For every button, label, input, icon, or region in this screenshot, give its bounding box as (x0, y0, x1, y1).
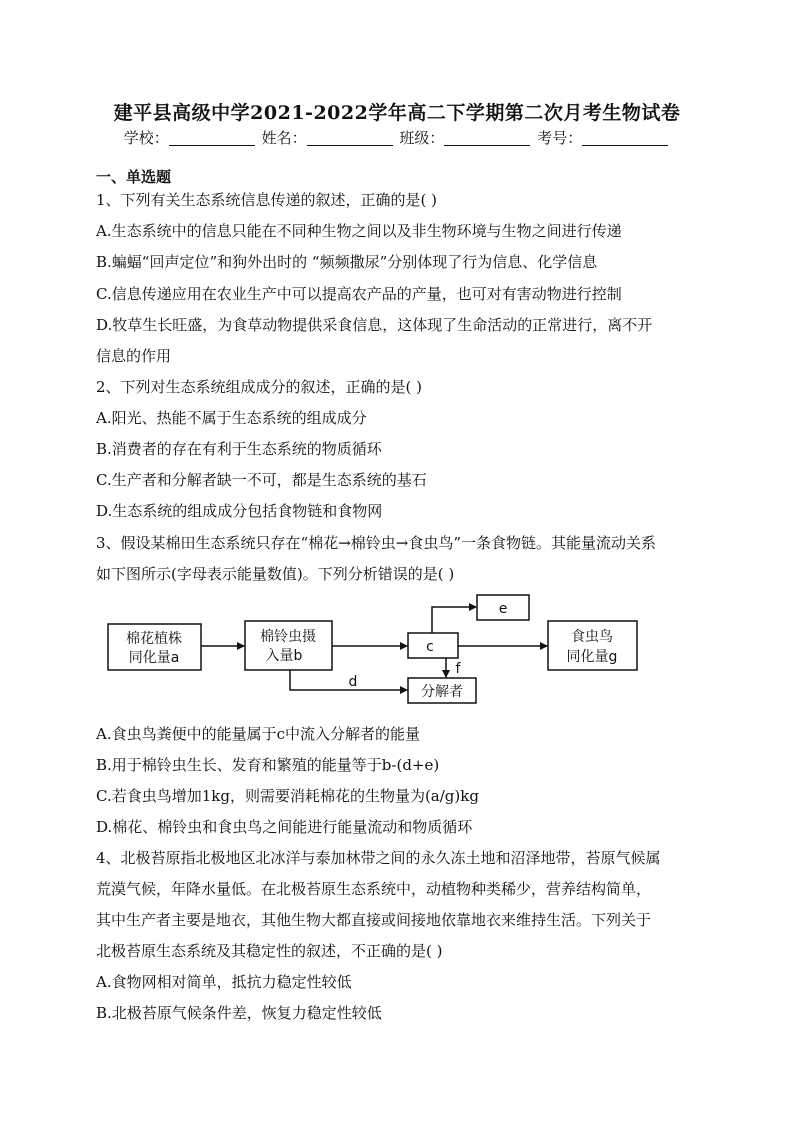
q4-option-b: B.北极苔原气候条件差，恢复力稳定性较低 (96, 1004, 382, 1022)
q2-option-b: B.消费者的存在有利于生态系统的物质循环 (96, 440, 382, 458)
q4-stem-cont-1: 荒漠气候，年降水量低。在北极苔原生态系统中，动植物种类稀少，营养结构简单， (96, 880, 652, 898)
decomposer-label: 分解者 (421, 684, 463, 700)
q4-option-a: A.食物网相对简单，抵抗力稳定性较低 (96, 973, 352, 991)
q2-stem: 2、下列对生态系统组成成分的叙述，正确的是( ) (96, 378, 423, 396)
cotton-label-2: 同化量a (128, 650, 180, 666)
q4-stem-cont-3: 北极苔原生态系统及其稳定性的叙述，不正确的是( ) (96, 942, 443, 960)
bird-label-2: 同化量g (566, 649, 618, 665)
section-title: 一、单选题 (96, 168, 172, 186)
q4-stem: 4、北极苔原指北极地区北冰洋与泰加林带之间的永久冻土地和沼泽地带，苔原气候属 (96, 849, 661, 867)
q1-option-a: A.生态系统中的信息只能在不同种生物之间以及非生物环境与生物之间进行传递 (96, 222, 622, 240)
q3-stem: 3、假设某棉田生态系统只存在“棉花→棉铃虫→食虫鸟”一条食物链。其能量流动关系 (96, 534, 657, 552)
q1-option-d: D.牧草生长旺盛，为食草动物提供采食信息，这体现了生命活动的正常进行，离不开 (96, 316, 653, 334)
q1-option-d-cont: 信息的作用 (96, 347, 172, 365)
bollworm-label-2: 入量b (265, 648, 303, 664)
q1-stem: 1、下列有关生态系统信息传递的叙述，正确的是( ) (96, 191, 438, 209)
d-label: d (348, 674, 358, 690)
q2-option-c: C.生产者和分解者缺一不可，都是生态系统的基石 (96, 471, 427, 489)
exam-title: 建平县高级中学2021-2022学年高二下学期第二次月考生物试卷 (113, 102, 681, 124)
q2-option-d: D.生态系统的组成成分包括食物链和食物网 (96, 502, 383, 520)
q1-option-b: B.蝙蝠“回声定位”和狗外出时的 “频频撒尿”分别体现了行为信息、化学信息 (96, 253, 598, 271)
cotton-label-1: 棉花植株 (126, 631, 182, 647)
bollworm-label-1: 棉铃虫摄 (260, 629, 316, 645)
exam-number-label: 考号： (537, 129, 583, 147)
q3-option-b: B.用于棉铃虫生长、发育和繁殖的能量等于b-(d+e) (96, 756, 440, 774)
q3-option-d: D.棉花、棉铃虫和食虫鸟之间能进行能量流动和物质循环 (96, 818, 473, 836)
name-label: 姓名： (261, 129, 307, 147)
q3-stem-cont: 如下图所示(字母表示能量数值)。下列分析错误的是( ) (96, 565, 455, 583)
q3-option-a: A.食虫鸟粪便中的能量属于c中流入分解者的能量 (96, 725, 421, 743)
bird-label-1: 食虫鸟 (571, 629, 613, 645)
c-label: c (426, 639, 434, 655)
q3-option-c: C.若食虫鸟增加1kg，则需要消耗棉花的生物量为(a/g)kg (96, 787, 479, 805)
arrow-c-e (432, 607, 476, 633)
q4-stem-cont-2: 其中生产者主要是地衣，其他生物大都直接或间接地依靠地衣来维持生活。下列关于 (96, 911, 652, 929)
e-label: e (498, 601, 508, 617)
class-label: 班级： (399, 129, 445, 147)
q1-option-c: C.信息传递应用在农业生产中可以提高农产品的产量，也可对有害动物进行控制 (96, 285, 622, 303)
school-label: 学校： (123, 129, 169, 147)
q2-option-a: A.阳光、热能不属于生态系统的组成成分 (96, 409, 367, 427)
f-label: f (455, 661, 461, 677)
